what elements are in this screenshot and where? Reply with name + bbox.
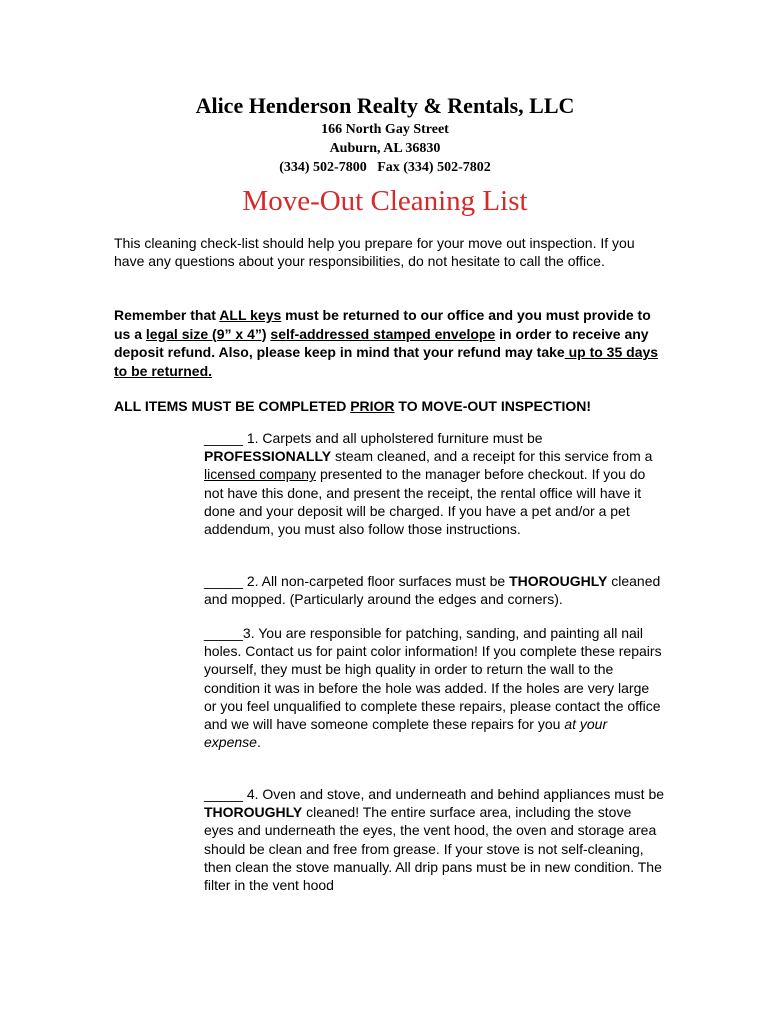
company-name: Alice Henderson Realty & Rentals, LLC bbox=[195, 93, 575, 118]
city-address: Auburn, AL 36830 bbox=[329, 141, 441, 156]
checklist-item-4: _____ 4. Oven and stove, and underneath and behind appliances must be THOROUGHLY cleaned! The entire surface area, including the stove eyes and underneath the eyes, the vent hood, the oven and storage area should be clean and free from grease. If your stove is not self-cleaning, then clean the stove manually. All drip pans must be in new condition. The filter in the vent hood bbox=[204, 786, 665, 894]
phone-fax: (334) 502-7800 Fax (334) 502-7802 bbox=[279, 160, 491, 175]
all-items-notice: ALL ITEMS MUST BE COMPLETED PRIOR TO MOVE-OUT INSPECTION! bbox=[114, 398, 592, 414]
reminder-paragraph: Remember that ALL keys must be returned to our office and you must provide to us a legal size (9” x 4”) self-addressed stamped envelope in order to receive any deposit refund. Also, please keep in mind that your refund may take up to 35 days to be returned. bbox=[114, 307, 659, 379]
checklist-item-3: _____3. You are responsible for patching, sanding, and painting all nail holes. Contact us for paint color information! If you complete these repairs yourself, they must be high quality in order to return the wall to the condition it was in before the hole was added. If the holes are very large or you feel unqualified to complete these repairs, please contact the office and we will have someone complete these repairs for you at your expense. bbox=[204, 625, 662, 751]
street-address: 166 North Gay Street bbox=[321, 122, 449, 137]
intro-paragraph: This cleaning check-list should help you prepare for your move out inspection. If you have any questions about your responsibilities, do not hesitate to call the office. bbox=[114, 235, 635, 269]
page-title: Move-Out Cleaning List bbox=[242, 185, 528, 217]
checklist-item-1: _____ 1. Carpets and all upholstered furniture must be PROFESSIONALLY steam cleaned, and a receipt for this service from a licensed company presented to the manager before checkout. If you do not have this done, and present the receipt, the rental office will have it done and your deposit will be charged. If you have a pet and/or a pet addendum, you must also follow those instructions. bbox=[204, 430, 653, 538]
checklist-item-2: _____ 2. All non-carpeted floor surfaces must be THOROUGHLY cleaned and mopped. (Particularly around the edges and corners). bbox=[204, 573, 661, 608]
